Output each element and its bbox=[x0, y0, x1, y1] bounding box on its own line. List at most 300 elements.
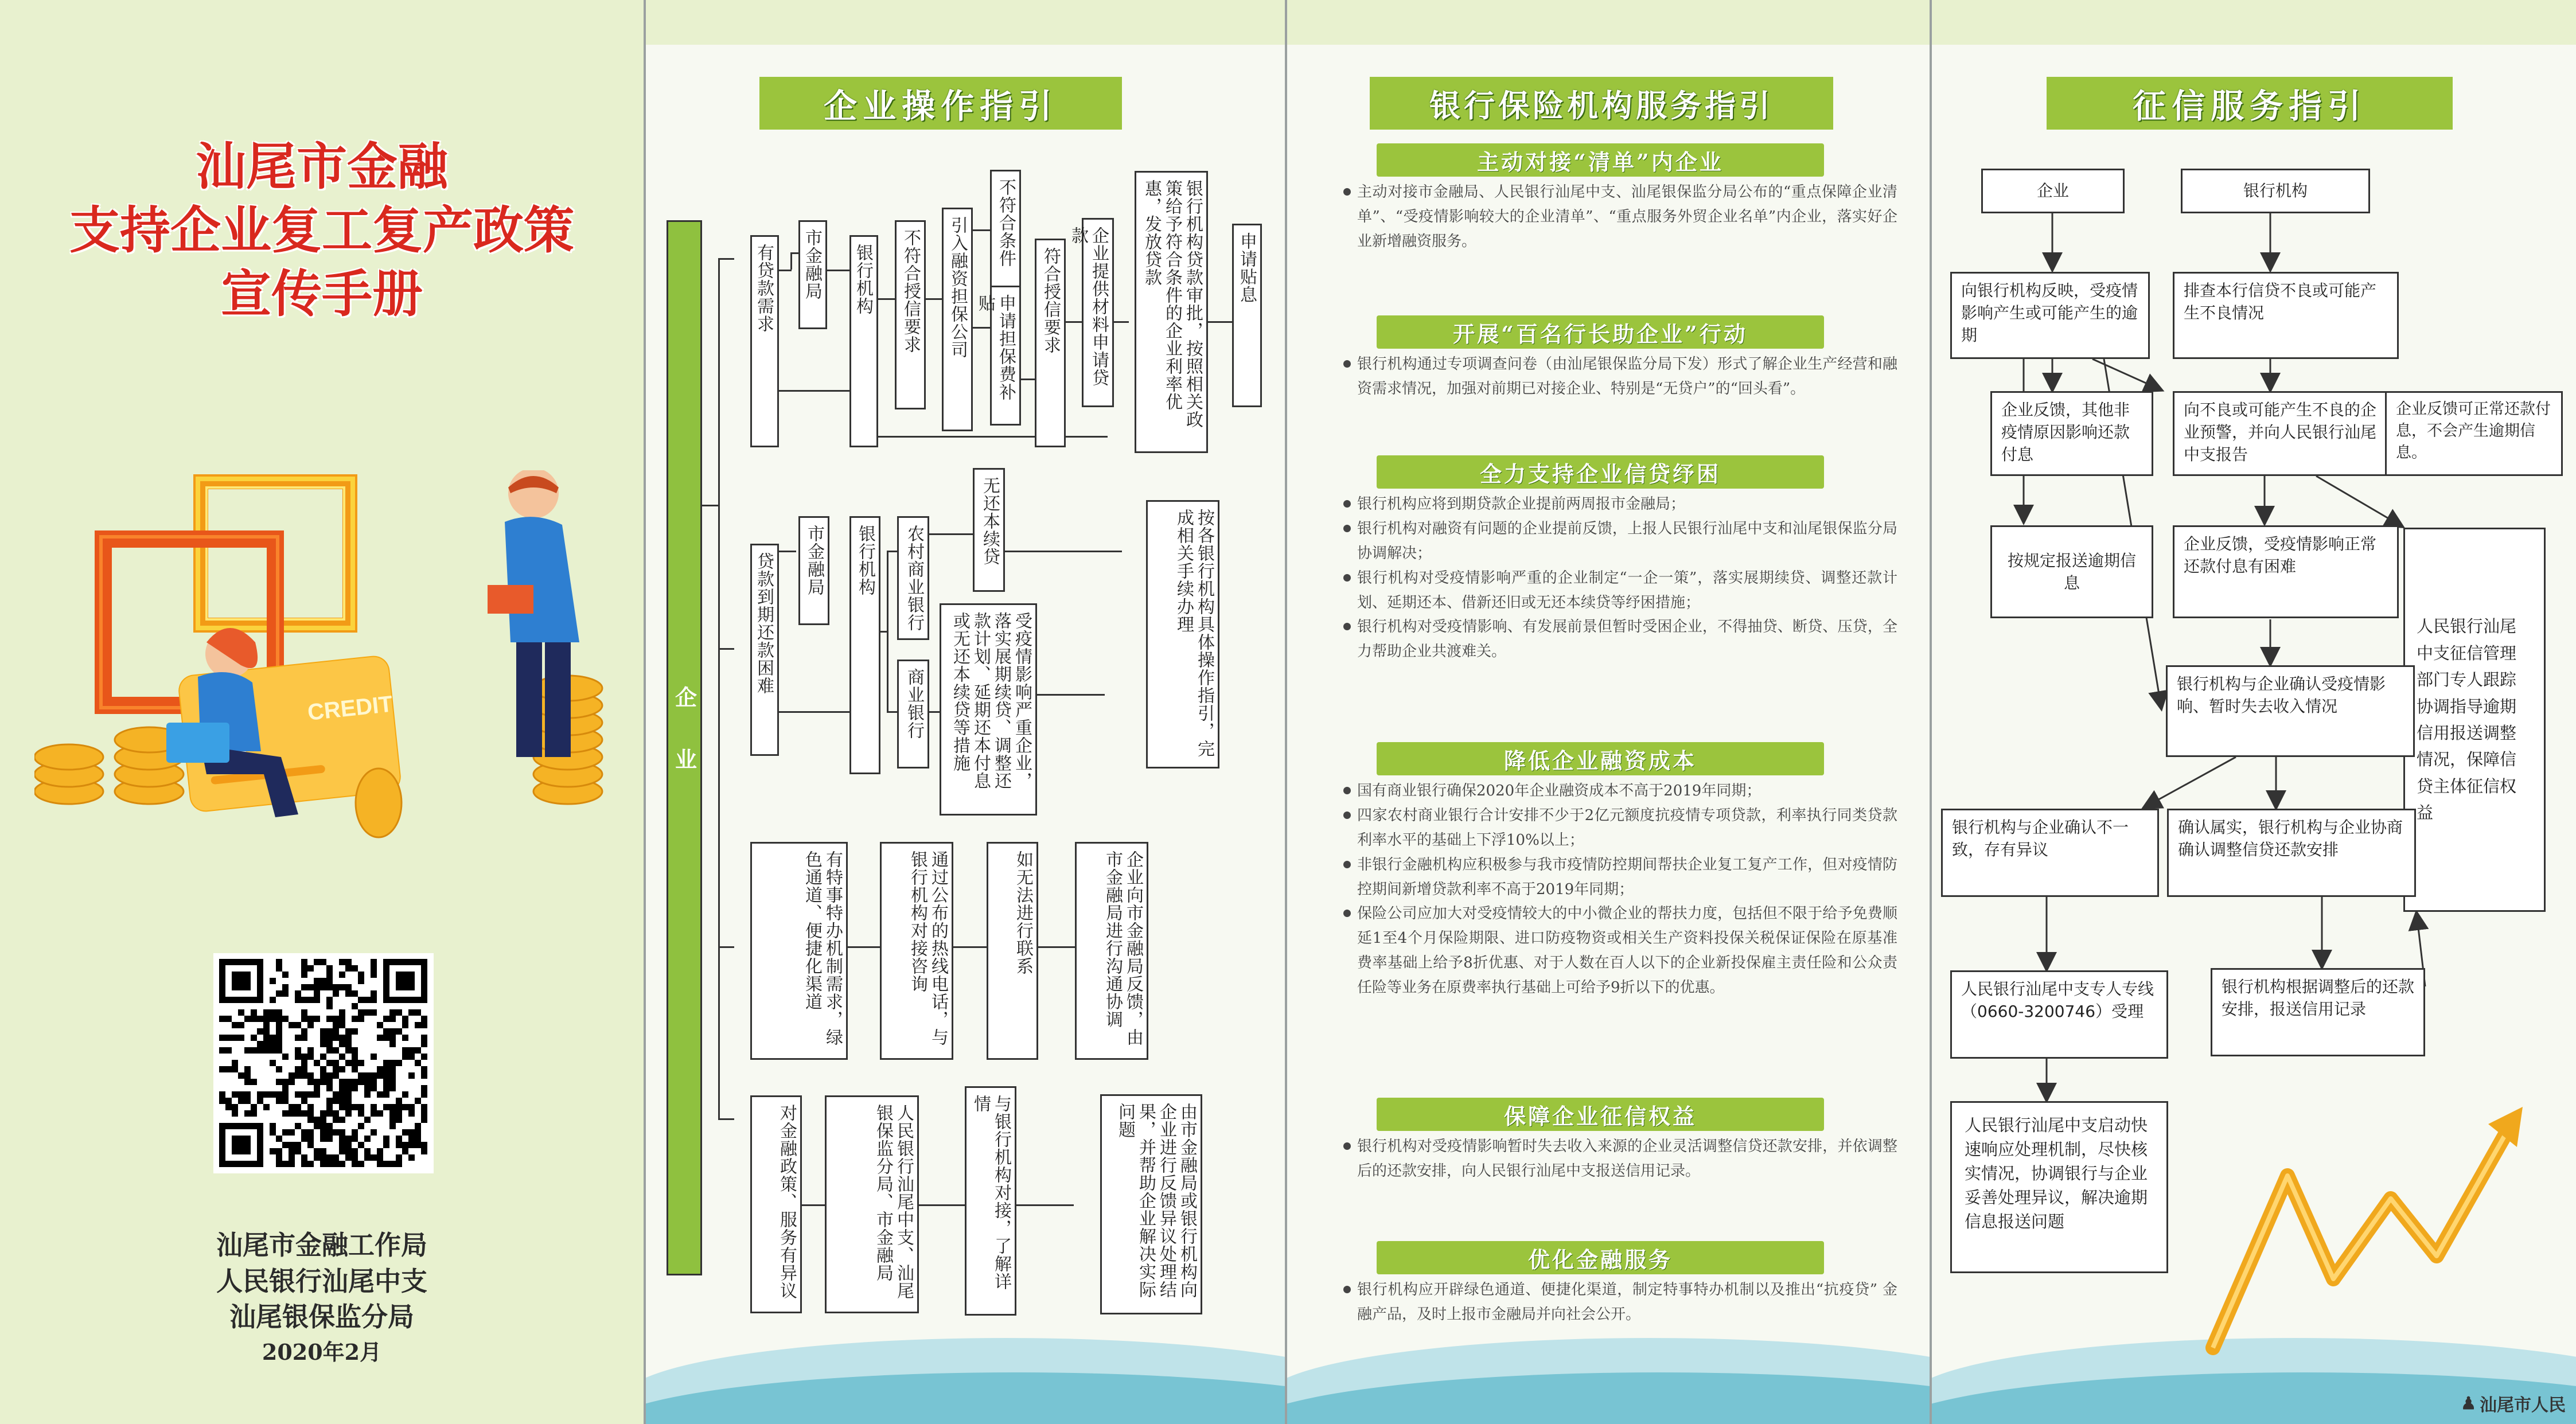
qr-module bbox=[301, 1072, 307, 1079]
qr-module bbox=[408, 1047, 415, 1054]
qr-module bbox=[339, 1066, 345, 1072]
qr-module bbox=[244, 1091, 251, 1098]
qr-module bbox=[244, 1016, 251, 1022]
qr-module bbox=[408, 1110, 415, 1117]
qr-module bbox=[396, 1136, 402, 1142]
qr-module bbox=[295, 1072, 301, 1079]
qr-module bbox=[314, 1079, 320, 1085]
qr-module bbox=[326, 1003, 333, 1009]
qr-module bbox=[257, 1091, 263, 1098]
qr-module bbox=[320, 1148, 326, 1154]
r4-result: 由市金融局或银行机构向企业进行反馈异议处理结果，并帮助企业解决实际问题 bbox=[1100, 1094, 1202, 1314]
qr-module bbox=[371, 1104, 377, 1110]
qr-module bbox=[352, 1066, 358, 1072]
qr-module bbox=[396, 1161, 402, 1167]
qr-module bbox=[383, 1079, 389, 1085]
qr-module bbox=[289, 1148, 295, 1154]
qr-module bbox=[307, 997, 314, 1003]
bullet-item: 主动对接市金融局、人民银行汕尾中支、汕尾银保监分局公布的“重点保障企业清单”、“受疫情影响较大的企业清单”、“重点服务外贸企业名单”内企业，落实好企业新增融资服务。 bbox=[1342, 180, 1897, 254]
qr-module bbox=[314, 990, 320, 997]
qr-module bbox=[333, 1035, 339, 1041]
qr-module bbox=[371, 1110, 377, 1117]
qr-module bbox=[345, 1104, 352, 1110]
qr-module bbox=[339, 1098, 345, 1104]
qr-module bbox=[402, 1129, 408, 1136]
qr-module bbox=[307, 1142, 314, 1148]
qr-module bbox=[320, 1072, 326, 1079]
qr-module bbox=[289, 1079, 295, 1085]
qr-module bbox=[270, 1035, 276, 1041]
qr-module bbox=[383, 1136, 389, 1142]
r1-fin-bureau: 市金融局 bbox=[798, 220, 827, 329]
qr-module bbox=[333, 1098, 339, 1104]
qr-module bbox=[364, 997, 371, 1003]
qr-module bbox=[326, 1016, 333, 1022]
qr-module bbox=[282, 1098, 289, 1104]
qr-module bbox=[396, 1009, 402, 1016]
qr-module bbox=[358, 1104, 364, 1110]
qr-module bbox=[276, 1091, 282, 1098]
sub-heading: 全力支持企业信贷纾困 bbox=[1377, 455, 1824, 489]
qr-module bbox=[364, 1072, 371, 1079]
qr-module bbox=[358, 1072, 364, 1079]
qr-module bbox=[339, 1054, 345, 1060]
qr-module bbox=[408, 1136, 415, 1142]
qr-module bbox=[270, 1129, 276, 1136]
qr-module bbox=[276, 1079, 282, 1085]
qr-module bbox=[396, 1117, 402, 1123]
qr-module bbox=[282, 1085, 289, 1091]
qr-module bbox=[295, 1104, 301, 1110]
qr-finder bbox=[232, 972, 251, 990]
qr-module bbox=[225, 1035, 232, 1041]
node-normal-repay: 企业反馈可正常还款付息，不会产生逾期信息。 bbox=[2385, 391, 2563, 476]
qr-module bbox=[383, 1085, 389, 1091]
section-title: 征信服务指引 bbox=[2047, 77, 2453, 130]
qr-module bbox=[301, 984, 307, 990]
qr-module bbox=[263, 1041, 270, 1047]
qr-module bbox=[270, 978, 276, 984]
qr-module bbox=[377, 1091, 383, 1098]
watermark-logo bbox=[2461, 1391, 2566, 1416]
qr-module bbox=[326, 1047, 333, 1054]
qr-module bbox=[389, 1028, 396, 1035]
qr-module bbox=[295, 997, 301, 1003]
qr-module bbox=[301, 1154, 307, 1161]
qr-module bbox=[364, 1117, 371, 1123]
qr-module bbox=[415, 1009, 421, 1016]
qr-module bbox=[333, 1028, 339, 1035]
qr-module bbox=[270, 1016, 276, 1022]
qr-module bbox=[276, 1028, 282, 1035]
qr-module bbox=[314, 997, 320, 1003]
qr-module bbox=[396, 1110, 402, 1117]
qr-module bbox=[358, 1060, 364, 1066]
qr-module bbox=[276, 1047, 282, 1054]
qr-module bbox=[352, 1136, 358, 1142]
sub-heading: 优化金融服务 bbox=[1377, 1241, 1824, 1274]
qr-module bbox=[295, 1066, 301, 1072]
qr-module bbox=[333, 1161, 339, 1167]
qr-module bbox=[352, 1060, 358, 1066]
qr-module bbox=[257, 1098, 263, 1104]
qr-module bbox=[326, 1041, 333, 1047]
qr-module bbox=[301, 965, 307, 972]
qr-module bbox=[339, 984, 345, 990]
qr-module bbox=[345, 1091, 352, 1098]
node-other-reason: 企业反馈，其他非疫情原因影响还款付息 bbox=[1990, 391, 2153, 476]
qr-module bbox=[352, 1154, 358, 1161]
qr-module bbox=[339, 1009, 345, 1016]
top-band bbox=[646, 0, 1285, 45]
qr-module bbox=[326, 1035, 333, 1041]
node-bank: 银行机构 bbox=[2181, 169, 2370, 213]
qr-module bbox=[358, 1016, 364, 1022]
qr-module bbox=[339, 1142, 345, 1148]
qr-module bbox=[415, 1060, 421, 1066]
qr-module bbox=[276, 1148, 282, 1154]
qr-module bbox=[307, 1054, 314, 1060]
qr-module bbox=[326, 972, 333, 978]
qr-module bbox=[314, 1148, 320, 1154]
qr-module bbox=[383, 1066, 389, 1072]
qr-module bbox=[307, 1104, 314, 1110]
qr-module bbox=[219, 1035, 225, 1041]
qr-module bbox=[389, 1066, 396, 1072]
qr-module bbox=[301, 1098, 307, 1104]
r2-fin-bureau: 市金融局 bbox=[798, 516, 829, 625]
r1-nonconform: 不符合授信要求 bbox=[895, 220, 926, 409]
bullet-item: 四家农村商业银行合计安排不少于2亿元额度抗疫情专项贷款，利率执行同类贷款利率水平的基础上下浮10%以上； bbox=[1342, 803, 1897, 853]
qr-module bbox=[326, 1060, 333, 1066]
r2-relief-measures: 受疫情影响严重企业，落实展期续贷、调整还款计划、延期还本付息或无还本续贷等措施 bbox=[940, 603, 1037, 816]
qr-module bbox=[377, 1154, 383, 1161]
qr-module bbox=[352, 1028, 358, 1035]
qr-module bbox=[282, 990, 289, 997]
qr-module bbox=[295, 1091, 301, 1098]
qr-module bbox=[377, 1110, 383, 1117]
r4-objection: 对金融政策、服务有异议 bbox=[750, 1095, 802, 1313]
qr-module bbox=[225, 1104, 232, 1110]
qr-module bbox=[339, 1091, 345, 1098]
r4-regulators: 人民银行汕尾中支、汕尾银保监分局、市金融局 bbox=[825, 1095, 919, 1313]
qr-module bbox=[225, 1047, 232, 1054]
qr-module bbox=[295, 1110, 301, 1117]
qr-module bbox=[270, 997, 276, 1003]
qr-module bbox=[276, 990, 282, 997]
qr-module bbox=[320, 1066, 326, 1072]
qr-module bbox=[251, 1079, 257, 1085]
node-disagree: 银行机构与企业确认不一致，存有异议 bbox=[1941, 809, 2159, 897]
qr-module bbox=[238, 1098, 244, 1104]
node-respond: 人民银行汕尾中支启动快速响应处理机制，尽快核实情况，协调银行与企业妥善处理异议，解决逾期信息报送问题 bbox=[1950, 1101, 2168, 1273]
qr-module bbox=[295, 1123, 301, 1129]
r3-green-channel: 有特事特办机制需求，绿色通道、便捷化渠道 bbox=[750, 842, 848, 1060]
qr-module bbox=[314, 1154, 320, 1161]
qr-module bbox=[320, 1054, 326, 1060]
qr-module bbox=[408, 1009, 415, 1016]
bullet-item: 非银行金融机构应积极参与我市疫情防控期间帮扶企业复工复产工作，但对疫情防控期间新增贷款利率不高于2019年同期； bbox=[1342, 853, 1897, 902]
qr-module bbox=[333, 1110, 339, 1117]
bullet-item: 银行机构对受疫情影响暂时失去收入来源的企业灵活调整信贷还款安排，并依调整后的还款安排，向人民银行汕尾中支报送信用记录。 bbox=[1342, 1134, 1897, 1184]
qr-module bbox=[389, 1009, 396, 1016]
qr-module bbox=[402, 1022, 408, 1028]
qr-module bbox=[339, 1035, 345, 1041]
qr-module bbox=[339, 1129, 345, 1136]
qr-module bbox=[301, 1028, 307, 1035]
qr-module bbox=[307, 1016, 314, 1022]
qr-module bbox=[421, 1072, 427, 1079]
qr-module bbox=[402, 1016, 408, 1022]
qr-module bbox=[371, 1054, 377, 1060]
r1-apply-subsidy: 申请担保费补贴 bbox=[990, 286, 1021, 426]
qr-module bbox=[282, 1016, 289, 1022]
section-text bbox=[1342, 1134, 1897, 1184]
qr-module bbox=[402, 1148, 408, 1154]
qr-module bbox=[352, 1129, 358, 1136]
qr-module bbox=[301, 1110, 307, 1117]
r2-rural-bank: 农村商业银行 bbox=[897, 516, 929, 640]
qr-module bbox=[389, 1079, 396, 1085]
qr-module bbox=[326, 1129, 333, 1136]
qr-module bbox=[345, 984, 352, 990]
qr-module bbox=[345, 965, 352, 972]
qr-module bbox=[219, 1091, 225, 1098]
section-title: 企业操作指引 bbox=[759, 77, 1122, 130]
qr-module bbox=[289, 1072, 295, 1079]
qr-module bbox=[238, 1009, 244, 1016]
qr-module bbox=[339, 1085, 345, 1091]
node-enterprise: 企业 bbox=[1981, 169, 2125, 213]
qr-module bbox=[358, 1142, 364, 1148]
qr-module bbox=[396, 1060, 402, 1066]
qr-module bbox=[301, 1136, 307, 1142]
qr-module bbox=[333, 1047, 339, 1054]
r4-contact-bank: 与银行机构对接，了解详情 bbox=[965, 1086, 1016, 1316]
qr-module bbox=[307, 1110, 314, 1117]
qr-module bbox=[270, 1091, 276, 1098]
qr-module bbox=[307, 1117, 314, 1123]
qr-module bbox=[326, 1028, 333, 1035]
qr-module bbox=[421, 1085, 427, 1091]
qr-module bbox=[314, 984, 320, 990]
qr-module bbox=[301, 1016, 307, 1022]
qr-module bbox=[251, 1047, 257, 1054]
qr-module bbox=[389, 1041, 396, 1047]
qr-module bbox=[276, 1009, 282, 1016]
qr-module bbox=[333, 1129, 339, 1136]
qr-module bbox=[295, 1035, 301, 1041]
person-icon: ♟ bbox=[2461, 1393, 2476, 1414]
qr-module bbox=[263, 1016, 270, 1022]
qr-module bbox=[333, 990, 339, 997]
qr-module bbox=[326, 965, 333, 972]
qr-module bbox=[238, 1091, 244, 1098]
cover-title-line: 支持企业复工复产政策 bbox=[69, 200, 574, 260]
r2-no-repay: 无还本续贷 bbox=[973, 468, 1005, 592]
qr-module bbox=[345, 1041, 352, 1047]
qr-module bbox=[408, 1054, 415, 1060]
r2-complete-procedure: 按各银行机构具体操作指引，完成相关手续办理 bbox=[1146, 500, 1219, 768]
qr-module bbox=[301, 959, 307, 965]
qr-module bbox=[270, 1148, 276, 1154]
qr-module bbox=[320, 1117, 326, 1123]
sub-heading: 主动对接“清单”内企业 bbox=[1377, 143, 1824, 177]
qr-module bbox=[352, 990, 358, 997]
qr-module bbox=[358, 997, 364, 1003]
qr-module bbox=[282, 972, 289, 978]
qr-module bbox=[333, 1154, 339, 1161]
qr-module bbox=[276, 1035, 282, 1041]
qr-module bbox=[352, 1085, 358, 1091]
qr-module bbox=[225, 1066, 232, 1072]
node-adjust-record: 银行机构根据调整后的还款安排，报送信用记录 bbox=[2211, 968, 2425, 1056]
qr-module bbox=[301, 1129, 307, 1136]
qr-module bbox=[320, 978, 326, 984]
r2-loan-difficulty: 贷款到期还款困难 bbox=[750, 544, 779, 756]
qr-module bbox=[263, 1091, 270, 1098]
qr-module bbox=[389, 1123, 396, 1129]
bullet-item: 保险公司应加大对受疫情较大的中小微企业的帮扶力度，包括但不限于给予免费顺延1至4个月保险期限、进口防疫物资或相关生产资料投保关税保证保险在原基准费率基础上给予8折优惠、对于人数在百人以下的企业新投保雇主责任险和公众责任险等业务在原费率执行基础上可给予9折以下的优惠。 bbox=[1342, 902, 1897, 1000]
qr-module bbox=[333, 1117, 339, 1123]
qr-module bbox=[333, 1016, 339, 1022]
section-text bbox=[1342, 1278, 1897, 1327]
r1-provide-docs: 企业提供材料申请贷款 bbox=[1082, 218, 1114, 407]
qr-module bbox=[358, 1079, 364, 1085]
qr-module bbox=[421, 1104, 427, 1110]
qr-module bbox=[320, 1079, 326, 1085]
qr-module bbox=[320, 1028, 326, 1035]
qr-module bbox=[358, 1161, 364, 1167]
qr-module bbox=[276, 959, 282, 965]
qr-finder bbox=[396, 972, 415, 990]
qr-module bbox=[326, 1104, 333, 1110]
bullet-item: 银行机构对受疫情影响严重的企业制定“一企一策”，落实展期续贷、调整还款计划、延期还本、借新还旧或无还本续贷等纾困措施； bbox=[1342, 566, 1897, 615]
qr-module bbox=[408, 1129, 415, 1136]
qr-module bbox=[276, 1136, 282, 1142]
qr-module bbox=[345, 1060, 352, 1066]
r1-bank: 银行机构 bbox=[849, 235, 878, 447]
section-text bbox=[1342, 492, 1897, 664]
qr-module bbox=[219, 1066, 225, 1072]
section-text bbox=[1342, 352, 1897, 401]
qr-module bbox=[289, 1142, 295, 1148]
qr-module bbox=[270, 1060, 276, 1066]
node-warning: 向不良或可能产生不良的企业预警，并向人民银行汕尾中支报告 bbox=[2173, 391, 2399, 476]
qr-module bbox=[339, 1117, 345, 1123]
qr-module bbox=[389, 1072, 396, 1079]
qr-module bbox=[421, 1016, 427, 1022]
qr-module bbox=[314, 1016, 320, 1022]
qr-module bbox=[276, 1098, 282, 1104]
qr-module bbox=[339, 1148, 345, 1154]
qr-module bbox=[307, 1161, 314, 1167]
cover-title-line: 汕尾市金融 bbox=[195, 136, 448, 196]
qr-module bbox=[371, 1129, 377, 1136]
qr-module bbox=[389, 1161, 396, 1167]
qr-module bbox=[238, 1022, 244, 1028]
qr-module bbox=[371, 997, 377, 1003]
qr-module bbox=[408, 1142, 415, 1148]
qr-module bbox=[307, 1022, 314, 1028]
qr-module bbox=[301, 1009, 307, 1016]
qr-module bbox=[339, 1079, 345, 1085]
qr-module bbox=[263, 1028, 270, 1035]
qr-module bbox=[364, 1079, 371, 1085]
qr-module bbox=[232, 1104, 238, 1110]
qr-module bbox=[345, 1110, 352, 1117]
qr-module bbox=[364, 1148, 371, 1154]
qr-module bbox=[345, 1154, 352, 1161]
node-check-bad-loans: 排查本行信贷不良或可能产生不良情况 bbox=[2173, 272, 2399, 359]
qr-module bbox=[415, 1047, 421, 1054]
qr-module bbox=[326, 1110, 333, 1117]
qr-module bbox=[314, 1117, 320, 1123]
qr-module bbox=[377, 1148, 383, 1154]
qr-module bbox=[289, 1129, 295, 1136]
qr-module bbox=[244, 1066, 251, 1072]
qr-module bbox=[402, 1104, 408, 1110]
qr-module bbox=[326, 1098, 333, 1104]
qr-module bbox=[345, 1098, 352, 1104]
qr-module bbox=[257, 1041, 263, 1047]
qr-module bbox=[345, 959, 352, 965]
r1-approval: 银行机构贷款审批，按照相关政策给予符合条件的企业利率优惠，发放贷款 bbox=[1135, 171, 1208, 453]
qr-module bbox=[339, 1022, 345, 1028]
qr-module bbox=[320, 1136, 326, 1142]
qr-module bbox=[377, 1035, 383, 1041]
qr-module bbox=[282, 1054, 289, 1060]
qr-module bbox=[396, 1098, 402, 1104]
qr-module bbox=[244, 1110, 251, 1117]
qr-module bbox=[238, 1035, 244, 1041]
node-agree: 确认属实，银行机构与企业协商确认调整信贷还款安排 bbox=[2167, 809, 2416, 897]
qr-module bbox=[358, 978, 364, 984]
qr-module bbox=[307, 1091, 314, 1098]
qr-module bbox=[276, 1016, 282, 1022]
qr-code[interactable] bbox=[213, 953, 434, 1173]
qr-module bbox=[282, 1110, 289, 1117]
qr-module bbox=[320, 1154, 326, 1161]
qr-module bbox=[352, 1104, 358, 1110]
qr-module bbox=[244, 1098, 251, 1104]
qr-module bbox=[263, 1035, 270, 1041]
qr-module bbox=[270, 1009, 276, 1016]
qr-module bbox=[371, 959, 377, 965]
qr-module bbox=[225, 1098, 232, 1104]
qr-module bbox=[307, 1079, 314, 1085]
qr-module bbox=[320, 1123, 326, 1129]
qr-module bbox=[276, 1022, 282, 1028]
qr-module bbox=[371, 1154, 377, 1161]
qr-module bbox=[333, 1060, 339, 1066]
qr-module bbox=[383, 1091, 389, 1098]
qr-module bbox=[232, 1035, 238, 1041]
qr-module bbox=[345, 1148, 352, 1154]
qr-module bbox=[421, 1117, 427, 1123]
node-submit-overdue: 按规定报送逾期信息 bbox=[1990, 525, 2153, 618]
qr-module bbox=[307, 1129, 314, 1136]
qr-module bbox=[389, 1110, 396, 1117]
cover-illustration bbox=[34, 470, 614, 860]
qr-module bbox=[276, 1154, 282, 1161]
qr-module bbox=[415, 1142, 421, 1148]
qr-module bbox=[402, 1035, 408, 1041]
qr-module bbox=[396, 1154, 402, 1161]
qr-module bbox=[421, 1035, 427, 1041]
qr-module bbox=[320, 1129, 326, 1136]
cover-title bbox=[0, 135, 644, 326]
